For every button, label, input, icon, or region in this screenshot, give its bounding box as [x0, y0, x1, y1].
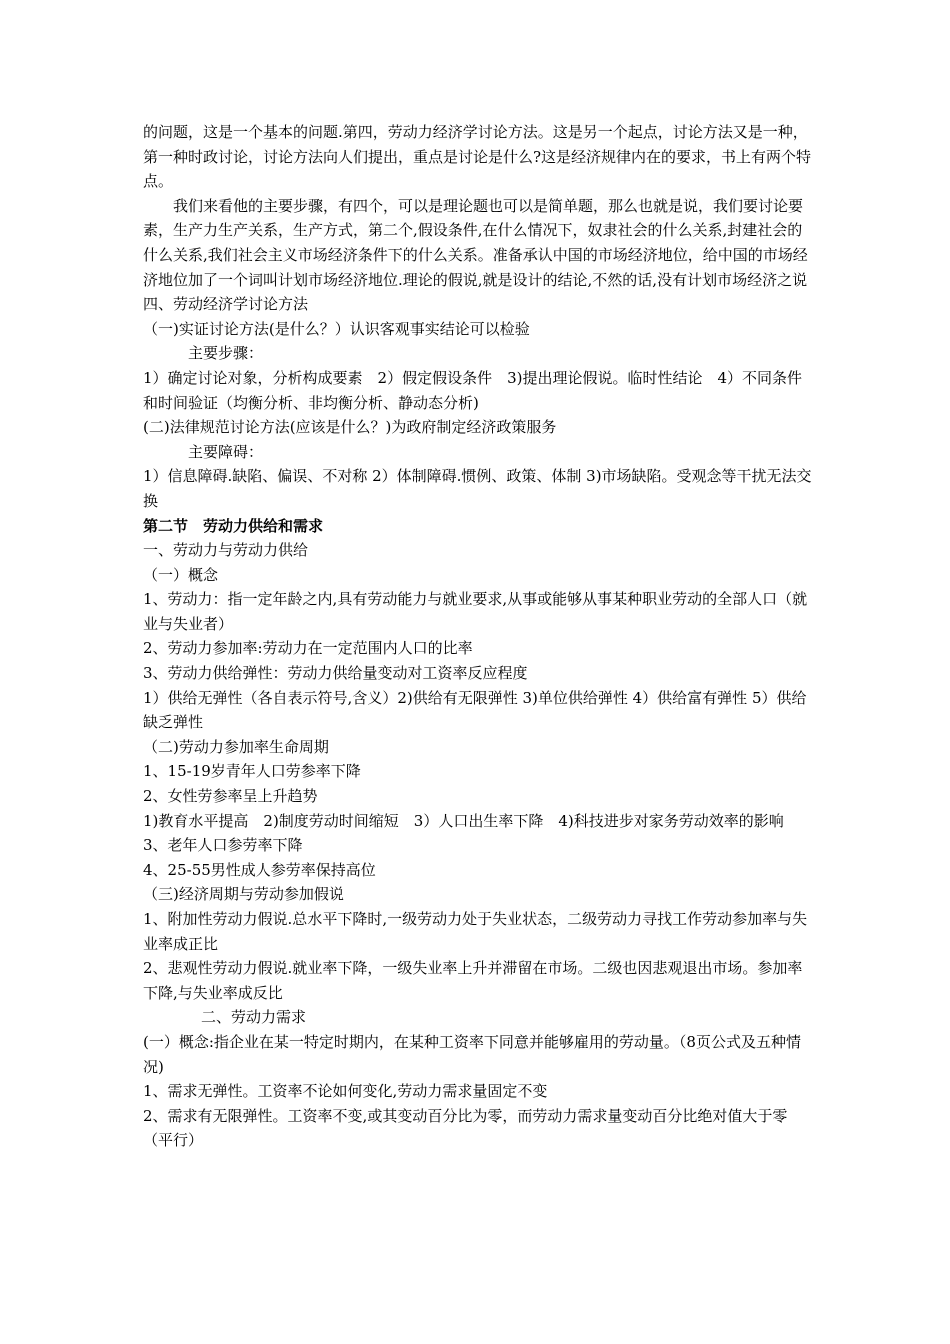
subsection-heading: （二)劳动力参加率生命周期 [143, 737, 329, 756]
subsection-heading: （一)实证讨论方法(是什么？）认识客观事实结论可以检验 [143, 319, 530, 338]
paragraph: 3、老年人口参劳率下降 [143, 836, 303, 855]
subsection-heading: （三)经济周期与劳动参加假说 [143, 885, 344, 904]
paragraph: 1、劳动力：指一定年龄之内,具有劳动能力与就业要求,从事或能够从事某种职业劳动的全部人口（就业与失业者） [143, 590, 808, 633]
section-heading: 一、劳动力与劳动力供给 [143, 541, 309, 560]
paragraph: 1)教育水平提高 2)制度劳动时间缩短 3）人口出生率下降 4)科技进步对家务劳动效率的影响 [143, 811, 784, 830]
paragraph: 1）确定讨论对象，分析构成要素 2）假定假设条件 3)提出理论假说。临时性结论 4）不同条件和时间验证（均衡分析、非均衡分析、静动态分析) [143, 368, 803, 412]
paragraph: 1）信息障碍.缺陷、偏误、不对称 2）体制障碍.惯例、政策、体制 3)市场缺陷。受观念等干扰无法交换 [143, 467, 812, 510]
paragraph: 1、15-19岁青年人口劳参率下降 [143, 762, 361, 781]
subsection-heading: (二)法律规范讨论方法(应该是什么？)为政府制定经济政策服务 [143, 418, 557, 437]
paragraph: 1、附加性劳动力假说.总水平下降时,一级劳动力处于失业状态，二级劳动力寻找工作劳动参加率与失业率成正比 [143, 910, 808, 953]
paragraph: 我们来看他的主要步骤，有四个，可以是理论题也可以是简单题，那么也就是说，我们要讨论要素，生产力生产关系，生产方式，第二个,假设条件,在什么情况下，奴隶社会的什么关系,封建社会的什么关系,我们社会主义市场经济条件下的什么关系。准备承认中国的市场经济地位，给中国的市场经济地位加了一个词叫计划市场经济地位.理论的假说,就是设计的结论,不然的话,没有计划市场经济之说 [143, 196, 808, 289]
paragraph: 的问题，这是一个基本的问题.第四，劳动力经济学讨论方法。这是另一个起点，讨论方法又是一种，第一种时政讨论，讨论方法向人们提出，重点是讨论是什么?这是经济规律内在的要求，书上有两个特点。 [143, 123, 812, 191]
paragraph: (一）概念:指企业在某一特定时期内，在某种工资率下同意并能够雇用的劳动量。（8页公式及五种情况) [143, 1032, 801, 1076]
paragraph: 3、劳动力供给弹性：劳动力供给量变动对工资率反应程度 [143, 664, 528, 683]
paragraph: 2、劳动力参加率:劳动力在一定范围内人口的比率 [143, 639, 473, 658]
label: 主要障碍： [188, 442, 264, 461]
label: 主要步骤： [188, 344, 264, 363]
paragraph: 1）供给无弹性（各自表示符号,含义）2)供给有无限弹性 3)单位供给弹性 4）供给富有弹性 5）供给缺乏弹性 [143, 688, 807, 732]
paragraph: 2、需求有无限弹性。工资率不变,或其变动百分比为零，而劳动力需求量变动百分比绝对值大于零（平行） [143, 1106, 788, 1150]
document-page [143, 120, 813, 1153]
section-heading: 二、劳动力需求 [201, 1008, 307, 1027]
paragraph: 2、女性劳参率呈上升趋势 [143, 787, 318, 806]
paragraph: 2、悲观性劳动力假说.就业率下降，一级失业率上升并滞留在市场。二级也因悲观退出市场。参加率下降,与失业率成反比 [143, 959, 803, 1002]
subsection-heading: （一）概念 [143, 565, 219, 584]
paragraph: 1、需求无弹性。工资率不论如何变化,劳动力需求量固定不变 [143, 1082, 548, 1101]
chapter-heading: 第二节 劳动力供给和需求 [143, 516, 324, 535]
section-heading: 四、劳动经济学讨论方法 [143, 295, 309, 314]
paragraph: 4、25-55男性成人参劳率保持高位 [143, 860, 376, 879]
